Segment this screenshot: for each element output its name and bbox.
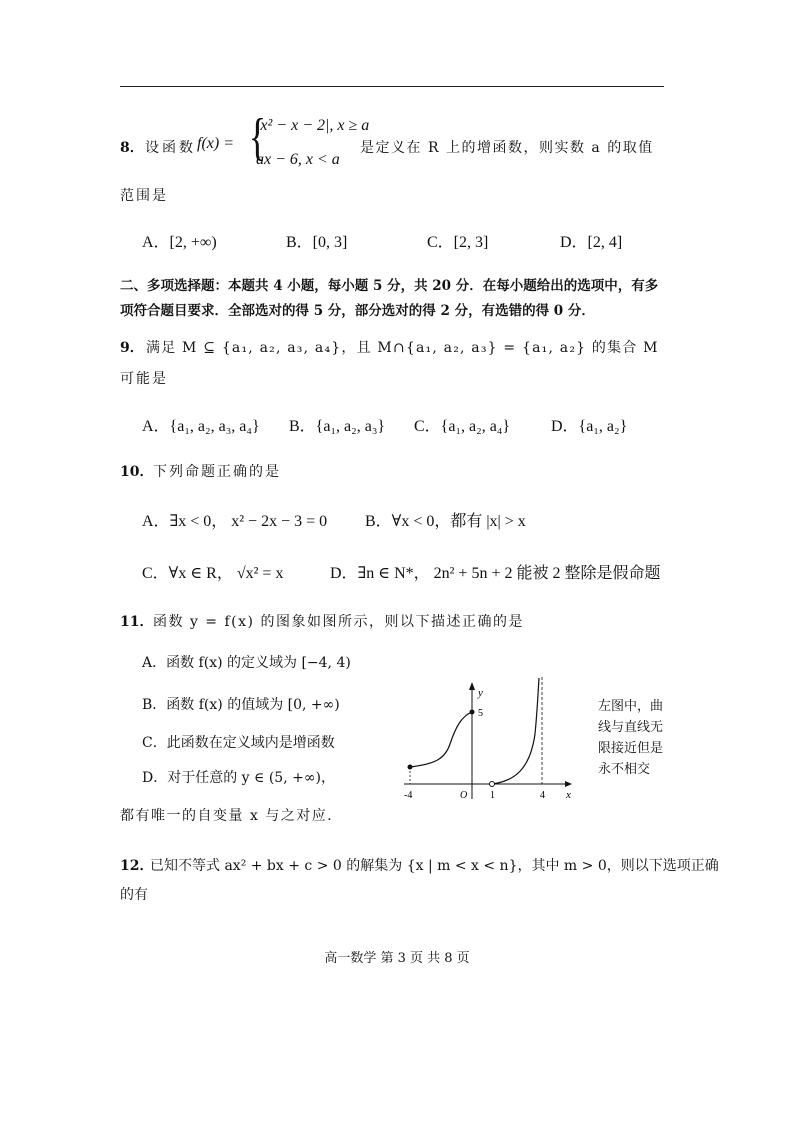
q8-case2: ax − 6, x < a bbox=[256, 151, 340, 168]
q9-line1: 满足 M ⊆ {a₁, a₂, a₃, a₄}，且 M∩{a₁, a₂, a₃} = {a₁, a₂} 的集合 M bbox=[146, 340, 659, 356]
q8-fx: f(x) = bbox=[197, 135, 234, 152]
q11-stem: 函数 y = f(x) 的图象如图所示，则以下描述正确的是 bbox=[153, 614, 524, 630]
q9-line2: 可能是 bbox=[120, 371, 168, 387]
curve-left-branch bbox=[410, 712, 472, 767]
q8-brace: { bbox=[248, 109, 267, 166]
point-x1-open bbox=[490, 782, 495, 787]
q10-option-b: B．∀x < 0，都有 |x| > x bbox=[365, 513, 526, 530]
note-line: 线与直线无 bbox=[598, 720, 664, 735]
q11-graph-note bbox=[598, 696, 663, 780]
q9-option-a: A．{a₁, a₂, a₃, a₄} bbox=[142, 418, 260, 435]
q10-option-c: C．∀x ∈ R， √x² = x bbox=[142, 565, 284, 582]
note-line: 永不相交 bbox=[598, 762, 651, 777]
note-line: 限接近但是 bbox=[598, 741, 664, 756]
header-rule bbox=[120, 86, 664, 87]
q11-option-d: D．对于任意的 y ∈ (5, +∞)， bbox=[142, 770, 335, 786]
point-y5-filled bbox=[470, 710, 475, 715]
q8-post2: 范围是 bbox=[120, 188, 168, 204]
x-axis-label: x bbox=[566, 789, 571, 801]
origin-label: O bbox=[460, 790, 468, 801]
q8-post: 是定义在 R 上的增函数，则实数 a 的取值 bbox=[360, 140, 654, 156]
q12-line1: 已知不等式 ax² + bx + c > 0 的解集为 {x | m < x < n}，其中 m > 0，则以下选项正确 bbox=[150, 858, 719, 874]
q10-option-d: D．∃n ∈ N*， 2n² + 5n + 2 能被 2 整除是假命题 bbox=[330, 565, 661, 582]
tick-label-x4: 4 bbox=[540, 790, 545, 801]
q11-option-b: B．函数 f(x) 的值域为 [0, +∞) bbox=[142, 697, 340, 713]
q8-option-c: C．[2, 3] bbox=[427, 234, 489, 251]
q11-option-a: A．函数 f(x) 的定义域为 [−4, 4) bbox=[142, 655, 351, 671]
section2-line1: 二、多项选择题：本题共 4 小题，每小题 5 分，共 20 分．在每小题给出的选项中，有多 bbox=[120, 278, 659, 294]
q9-option-c: C．{a₁, a₂, a₄} bbox=[414, 418, 511, 435]
section2-line2: 项符合题目要求．全部选对的得 5 分，部分选对的得 2 分，有选错的得 0 分． bbox=[120, 303, 595, 319]
y-axis-label: y bbox=[478, 687, 483, 699]
point-left-start bbox=[408, 765, 413, 770]
q10-stem: 下列命题正确的是 bbox=[153, 464, 281, 480]
q9-option-b: B．{a₁, a₂, a₃} bbox=[289, 418, 386, 435]
q11-option-c: C．此函数在定义域内是增函数 bbox=[142, 735, 335, 751]
q12-line2: 的有 bbox=[120, 887, 148, 903]
q10-number: 10． bbox=[120, 464, 154, 480]
note-line: 左图中，曲 bbox=[598, 699, 664, 714]
tick-label-x-minus4: -4 bbox=[404, 790, 413, 801]
tick-label-x1: 1 bbox=[490, 790, 495, 801]
q8-option-b: B．[0, 3] bbox=[286, 234, 348, 251]
curve-right-branch bbox=[492, 678, 539, 784]
q8-pre: 设函数 bbox=[145, 140, 196, 156]
y-axis-arrow bbox=[469, 682, 475, 690]
q9-number: 9． bbox=[120, 340, 144, 356]
page-footer: 高一数学 第 3 页 共 8 页 bbox=[324, 951, 470, 966]
q8-number: 8． bbox=[120, 140, 144, 156]
tick-label-y5: 5 bbox=[478, 708, 483, 719]
x-axis-arrow bbox=[565, 781, 572, 787]
q11-function-graph bbox=[390, 674, 585, 804]
q8-case1: |x² − x − 2|, x ≥ a bbox=[256, 117, 370, 134]
q10-option-a: A．∃x < 0， x² − 2x − 3 = 0 bbox=[142, 513, 328, 530]
q8-option-d: D．[2, 4] bbox=[560, 234, 623, 251]
q8-option-a: A．[2, +∞) bbox=[142, 234, 217, 251]
q11-option-d-continued: 都有唯一的自变量 x 与之对应． bbox=[120, 808, 343, 824]
q12-number: 12． bbox=[120, 858, 154, 874]
q9-option-d: D．{a₁, a₂} bbox=[551, 418, 628, 435]
q11-number: 11． bbox=[120, 614, 154, 630]
